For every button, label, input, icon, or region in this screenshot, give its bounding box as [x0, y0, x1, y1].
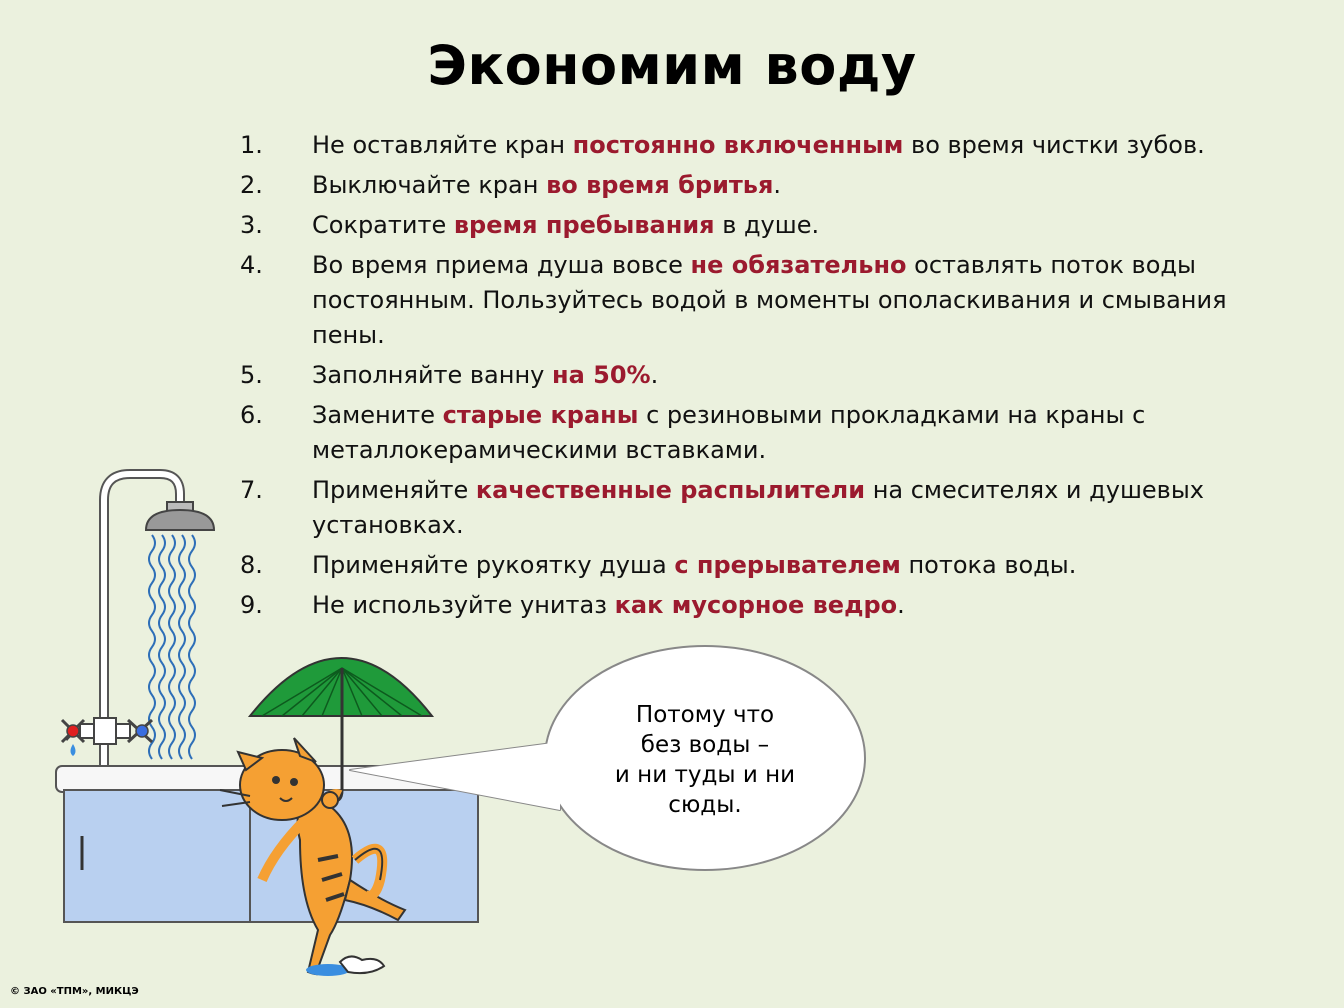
item-number: 2.: [240, 171, 263, 199]
item-number: 9.: [240, 591, 263, 619]
item-number: 6.: [240, 401, 263, 429]
item-text-end: во время чистки зубов.: [903, 131, 1205, 159]
item-number: 5.: [240, 361, 263, 389]
bubble-line: и ни туды и ни: [614, 762, 796, 788]
item-text: Сократите: [312, 211, 454, 239]
item-text: Во время приема душа вовсе: [312, 251, 691, 279]
bubble-line: без воды –: [640, 732, 770, 758]
item-highlight: как мусорное ведро: [614, 591, 898, 619]
item-number: 1.: [240, 131, 263, 159]
item-highlight: с прерывателем: [674, 551, 901, 579]
item-text-end: .: [650, 361, 659, 389]
water-stream: [149, 535, 195, 759]
item-highlight: во время бритья: [546, 171, 774, 199]
item-text: Заполняйте ванну: [312, 361, 552, 389]
item-text: Применяйте рукоятку душа: [312, 551, 675, 579]
item-highlight: качественные распылители: [475, 476, 866, 504]
item-text-end: .: [773, 171, 782, 199]
item-text-end: в душе.: [714, 211, 820, 239]
shower-head-icon: [146, 502, 214, 530]
copyright-notice: © ЗАО «ТПМ», МИКЦЭ: [10, 986, 139, 997]
item-highlight: постоянно включенным: [572, 131, 904, 159]
item-highlight: не обязательно: [690, 251, 907, 279]
speech-bubble-text: [590, 700, 820, 820]
item-text: Применяйте: [312, 476, 476, 504]
item-highlight: время пребывания: [453, 211, 715, 239]
item-text-end: .: [897, 591, 905, 619]
item-number: 8.: [240, 551, 263, 579]
item-number: 4.: [240, 251, 263, 279]
item-text-end: с резиновыми прокладками на краны с металлокерамическими вставками.: [312, 401, 1146, 464]
page-title: Экономим воду: [427, 34, 917, 97]
item-number: 3.: [240, 211, 263, 239]
item-text: Не используйте унитаз: [312, 591, 615, 619]
item-text: Выключайте кран: [312, 171, 547, 199]
item-highlight: старые краны: [442, 401, 639, 429]
item-text: Не оставляйте кран: [312, 131, 573, 159]
item-text-end: на смесителях и душевых установках.: [312, 476, 1204, 539]
item-highlight: на 50%: [551, 361, 651, 389]
item-text: Замените: [312, 401, 443, 429]
bubble-line: Потому что: [635, 702, 775, 728]
item-number: 7.: [240, 476, 263, 504]
bubble-line: сюды.: [668, 792, 742, 818]
item-text-end: потока воды.: [900, 551, 1077, 579]
item-text-end: оставлять поток воды постоянным. Пользуйтесь водой в моменты ополаскивания и смывания пены.: [312, 251, 1227, 349]
